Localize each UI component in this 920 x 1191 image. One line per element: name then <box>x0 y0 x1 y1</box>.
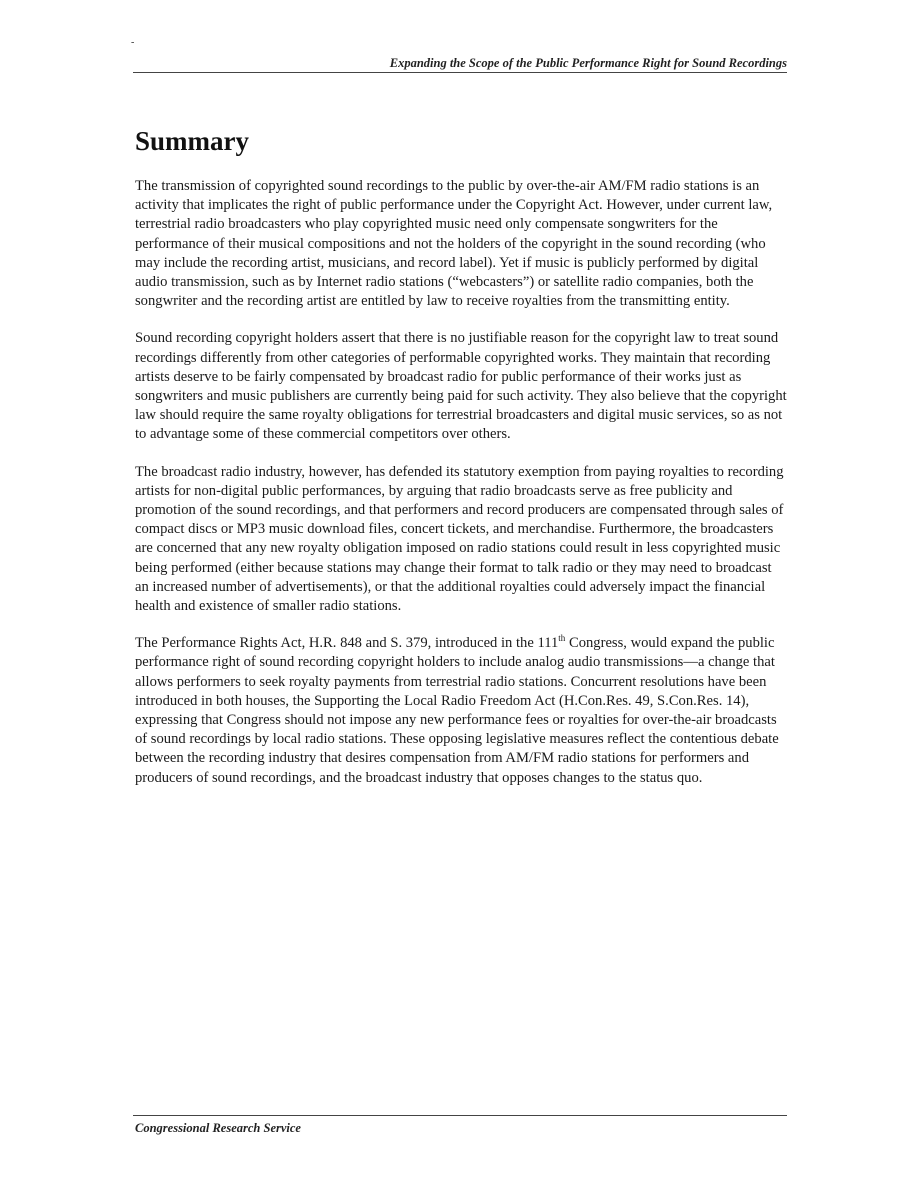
paragraph-4-start: The Performance Rights Act, H.R. 848 and S. 379, introduced in the 111 <box>135 635 559 652</box>
running-footer-publisher: Congressional Research Service <box>135 1121 301 1135</box>
summary-body <box>135 177 789 806</box>
footer-divider <box>133 1115 787 1116</box>
paragraph-4-rest: Congress, would expand the public performance right of sound recording copyright holders to include analog audio transmissions—a change that allows performers to seek royalty payments from terrestrial radio stations. Concurrent resolutions have been introduced in both houses, the Supporting the Local Radio Freedom Act (H.Con.Res. 49, S.Con.Res. 14), expressing that Congress should not impose any new performance fees or royalties for over-the-air broadcasts of sound recordings by local radio stations. These opposing legislative measures reflect the contentious debate between the recording industry that desires compensation from AM/FM radio stations for performers and producers of sound recordings, and the broadcast industry that opposes changes to the status quo. <box>135 635 779 786</box>
running-header-title: Expanding the Scope of the Public Performance Right for Sound Recordings <box>389 56 787 70</box>
paragraph-2: Sound recording copyright holders assert that there is no justifiable reason for the copyright law to treat sound recordings differently from other categories of performable copyrighted works. They maintain that recording artists deserve to be fairly compensated by broadcast radio for public performance of their works just as songwriters and music publishers are currently being paid for such activity. They also believe that the copyright law should require the same royalty obligations for terrestrial broadcasters and digital music services, so as not to advantage some of these commercial competitors over others. <box>135 330 787 443</box>
paragraph-1: The transmission of copyrighted sound recordings to the public by over-the-air AM/FM radio stations is an activity that implicates the right of public performance under the Copyright Act. However, under current law, terrestrial radio broadcasters who play copyrighted music need only compensate songwriters for the performance of their musical compositions and not the holders of the copyright in the sound recording (who may include the recording artist, musicians, and record label). Yet if music is publicly performed by digital audio transmission, such as by Internet radio stations (“webcasters”) or satellite radio companies, both the songwriter and the recording artist are entitled by law to receive royalties from the transmitting entity. <box>135 178 773 310</box>
section-title: Summary <box>135 126 249 156</box>
corner-mark: - <box>131 37 135 48</box>
paragraph-4 <box>135 634 789 788</box>
paragraph-3: The broadcast radio industry, however, has defended its statutory exemption from paying royalties to recording artists for non-digital public performances, by arguing that radio broadcasts serve as free publicity and promotion of the sound recordings, and that performers and record producers are compensated through sales of compact discs or MP3 music download files, concert tickets, and merchandise. Furthermore, the broadcasters are concerned that any new royalty obligation imposed on radio stations could result in less copyrighted music being performed (either because stations may change their format to talk radio or they may need to broadcast an increased number of advertisements), or that the additional royalties could adversely impact the financial health and existence of smaller radio stations. <box>135 463 784 615</box>
header-divider <box>133 72 787 73</box>
ordinal-suffix: th <box>558 633 566 644</box>
